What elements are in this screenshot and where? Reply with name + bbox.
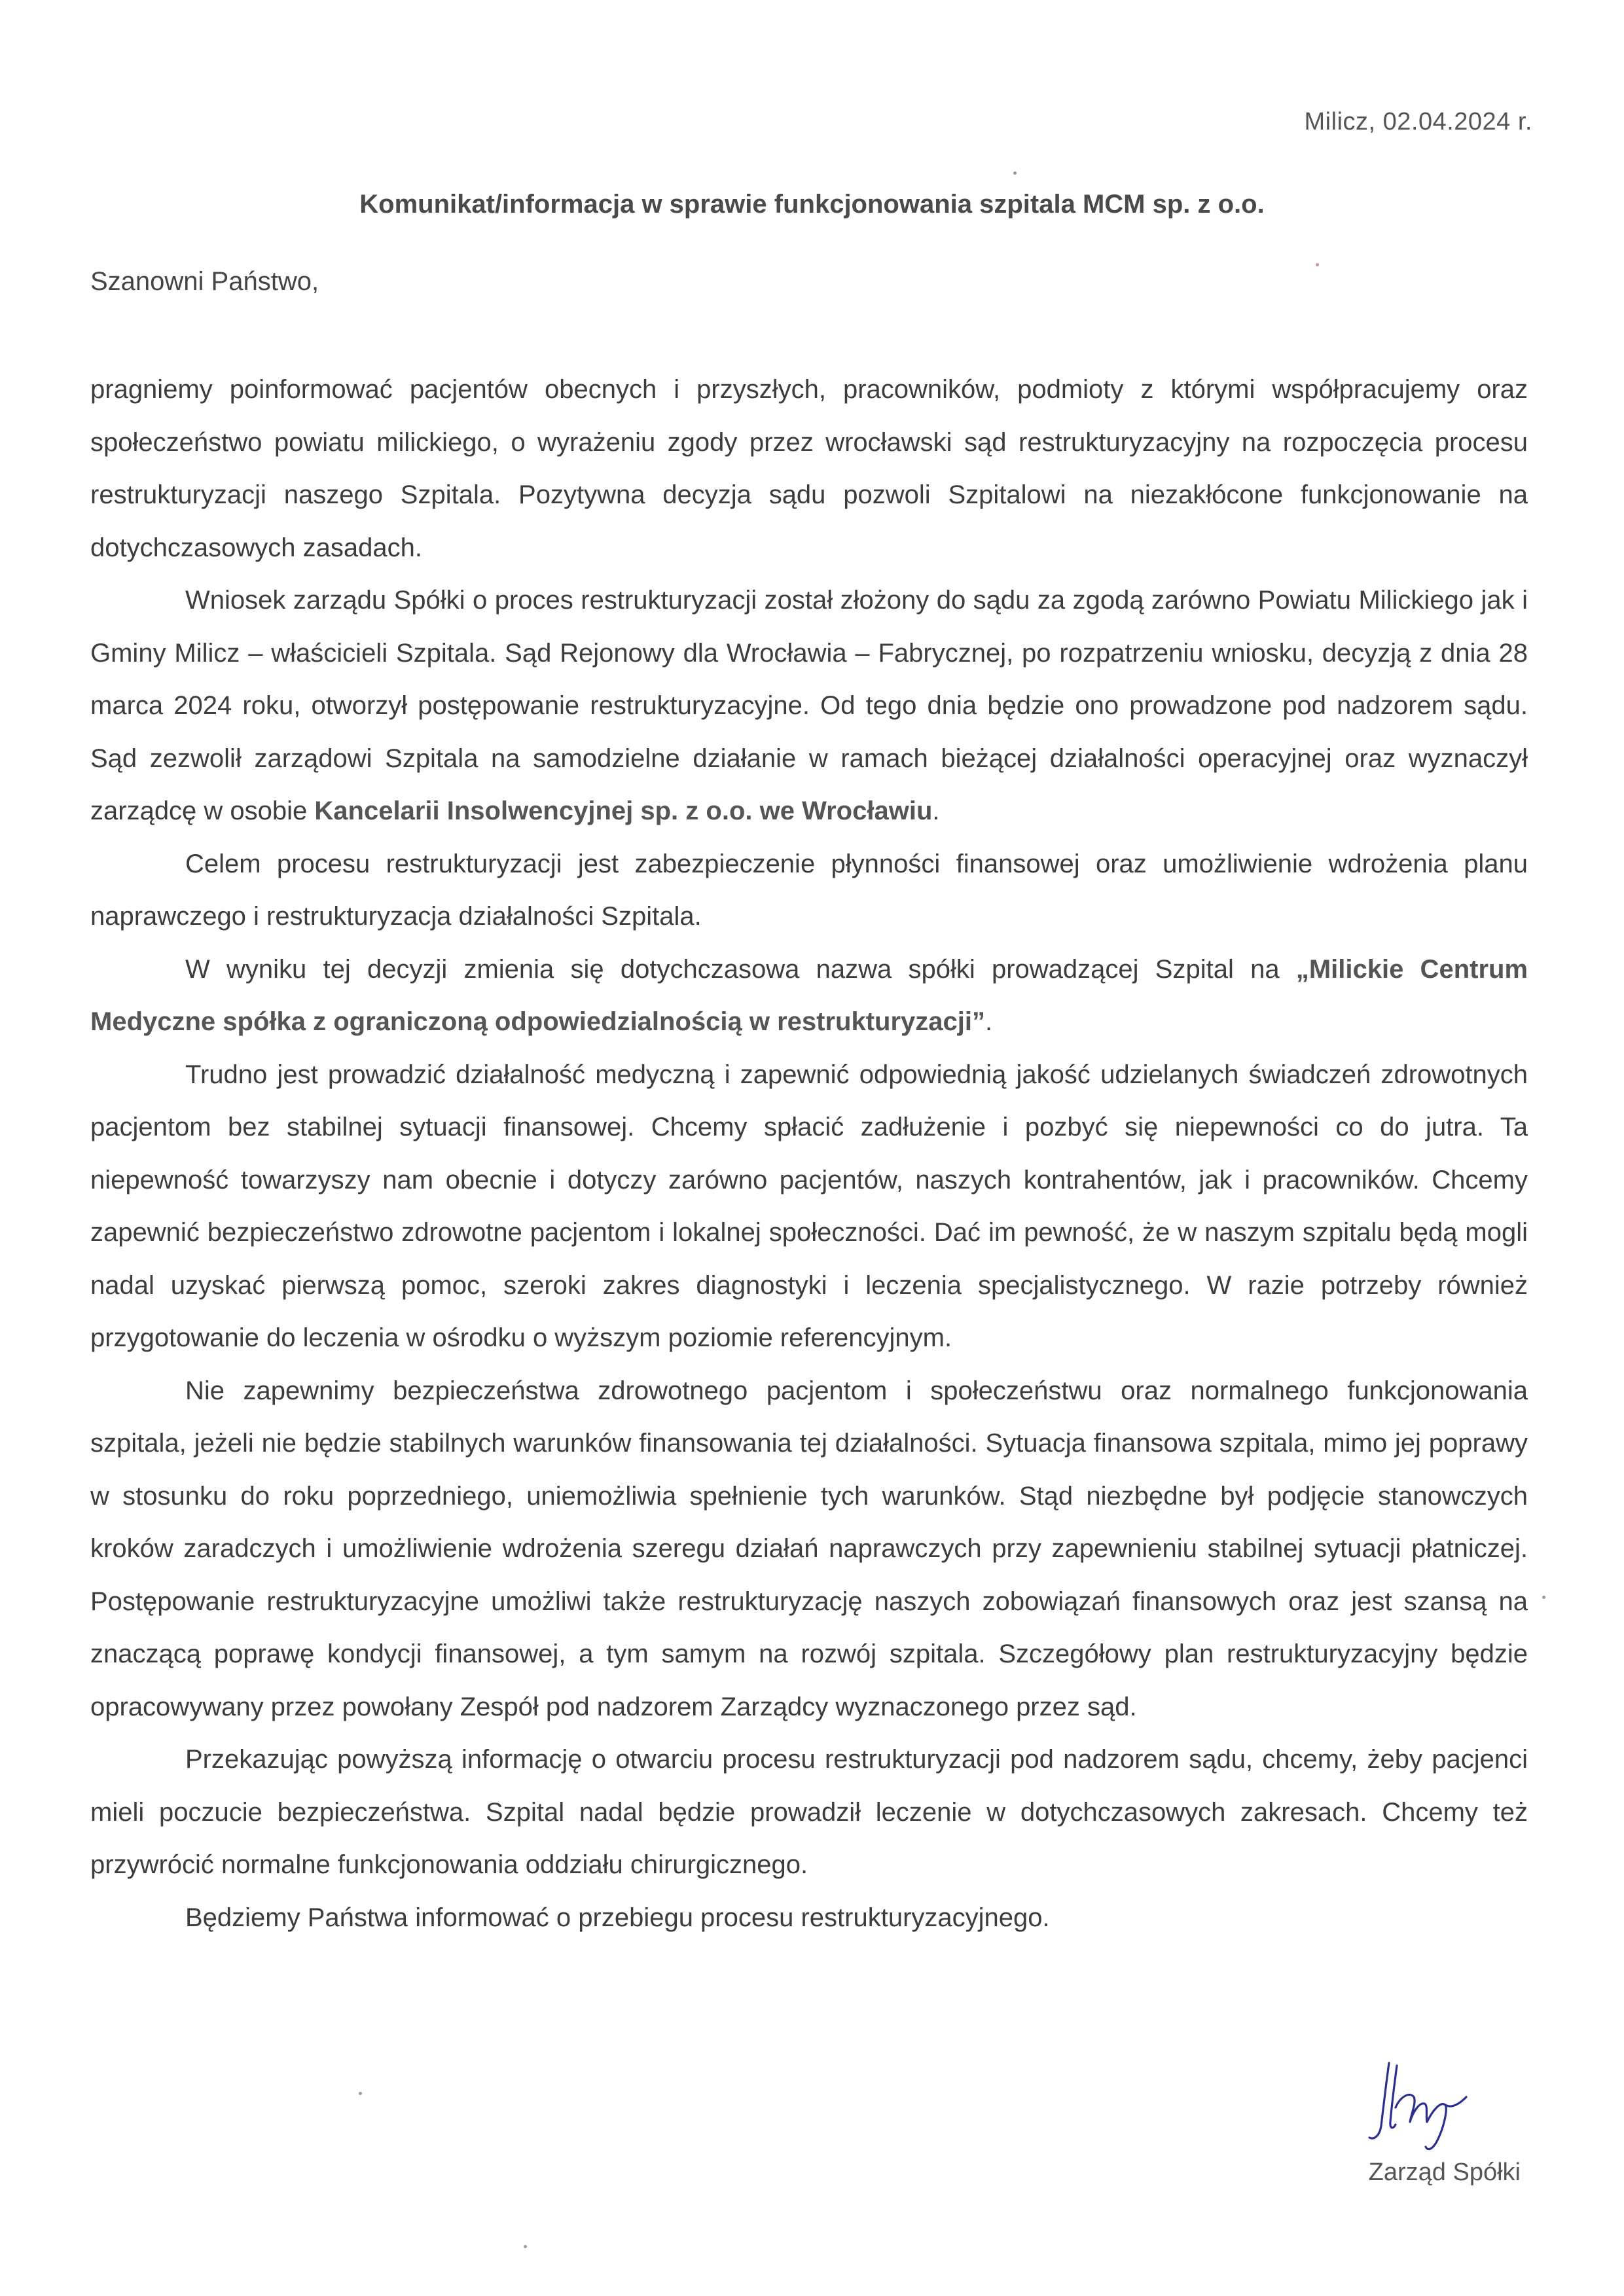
scan-speck [1542,1596,1545,1599]
paragraph-2-text: Wniosek zarządu Spółki o proces restrukturyzacji został złożony do sądu za zgodą zarówno Powiatu Milickiego jak i Gminy Milicz – właścicieli Szpitala. Sąd Rejonowy dla Wrocławia – Fabrycznej, po rozpatrzeniu wniosku, decyzją z dnia 28 marca 2024 roku, otworzył postępowanie restrukturyzacyjne. Od tego dnia będzie ono prowadzone pod nadzorem sądu. Sąd zezwolił zarządowi Szpitala na samodzielne działanie w ramach bieżącej działalności operacyjnej oraz wyznaczył zarządcę w osobie [90,586,1528,825]
paragraph-4-end: . [985,1007,993,1036]
new-company-name: „Milickie Centrum Medyczne spółka z ograniczoną odpowiedzialnością w restrukturyzacji” [90,954,1528,1036]
letter-body [90,363,1528,1944]
signature-label: Zarząd Spółki [1368,2159,1521,2186]
handwritten-signature [1355,2049,1486,2160]
scan-speck [524,2245,527,2248]
paragraph-4 [90,943,1528,1049]
salutation: Szanowni Państwo, [90,267,319,296]
scan-speck [1316,263,1319,266]
scan-speck [359,2092,362,2095]
letter-title: Komunikat/informacja w sprawie funkcjonowania szpitala MCM sp. z o.o. [359,190,1265,219]
letter-date: Milicz, 02.04.2024 r. [1304,108,1532,135]
paragraph-8: Będziemy Państwa informować o przebiegu procesu restrukturyzacyjnego. [185,1903,1050,1932]
paragraph-5: Trudno jest prowadzić działalność medyczną i zapewnić odpowiednią jakość udzielanych świadczeń zdrowotnych pacjentom bez stabilnej sytuacji finansowej. Chcemy spłacić zadłużenie i pozbyć się niepewności co do jutra. Ta niepewność towarzyszy nam obecnie i dotyczy zarówno pacjentów, naszych kontrahentów, jak i pracowników. Chcemy zapewnić bezpieczeństwo zdrowotne pacjentom i lokalnej społeczności. Dać im pewność, że w naszym szpitalu będą mogli nadal uzyskać pierwszą pomoc, szeroki zakres diagnostyki i leczenia specjalistycznego. W razie potrzeby również przygotowanie do leczenia w ośrodku o wyższym poziomie referencyjnym. [90,1060,1528,1352]
scan-speck [1013,171,1017,175]
paragraph-4-text: W wyniku tej decyzji zmienia się dotychczasowa nazwa spółki prowadzącej Szpital na [185,954,1296,984]
paragraph-1: pragniemy poinformować pacjentów obecnych i przyszłych, pracowników, podmioty z którymi współpracujemy oraz społeczeństwo powiatu milickiego, o wyrażeniu zgody przez wrocławski sąd restrukturyzacyjny na rozpoczęcia procesu restrukturyzacji naszego Szpitala. Pozytywna decyzja sądu pozwoli Szpitalowi na niezakłócone funkcjonowanie na dotychczasowych zasadach. [90,375,1528,562]
paragraph-6: Nie zapewnimy bezpieczeństwa zdrowotnego pacjentom i społeczeństwu oraz normalnego funkcjonowania szpitala, jeżeli nie będzie stabilnych warunków finansowania tej działalności. Sytuacja finansowa szpitala, mimo jej poprawy w stosunku do roku poprzedniego, uniemożliwia spełnienie tych warunków. Stąd niezbędne był podjęcie stanowczych kroków zaradczych i umożliwienie wdrożenia szeregu działań naprawczych przy zapewnieniu stabilnej sytuacji płatniczej. Postępowanie restrukturyzacyjne umożliwi także restrukturyzację naszych zobowiązań finansowych oraz jest szansą na znaczącą poprawę kondycji finansowej, a tym samym na rozwój szpitala. Szczegółowy plan restrukturyzacyjny będzie opracowywany przez powołany Zespół pod nadzorem Zarządcy wyznaczonego przez sąd. [90,1376,1528,1721]
paragraph-2 [90,574,1528,838]
paragraph-3: Celem procesu restrukturyzacji jest zabezpieczenie płynności finansowej oraz umożliwienie wdrożenia planu naprawczego i restrukturyzacja działalności Szpitala. [90,849,1528,931]
paragraph-2-end: . [932,797,940,825]
paragraph-7: Przekazując powyższą informację o otwarciu procesu restrukturyzacji pod nadzorem sądu, chcemy, żeby pacjenci mieli poczucie bezpieczeństwa. Szpital nadal będzie prowadził leczenie w dotychczasowych zakresach. Chcemy też przywrócić normalne funkcjonowania oddziału chirurgicznego. [90,1745,1528,1879]
administrator-name: Kancelarii Insolwencyjnej sp. z o.o. we Wrocławiu [314,797,933,825]
